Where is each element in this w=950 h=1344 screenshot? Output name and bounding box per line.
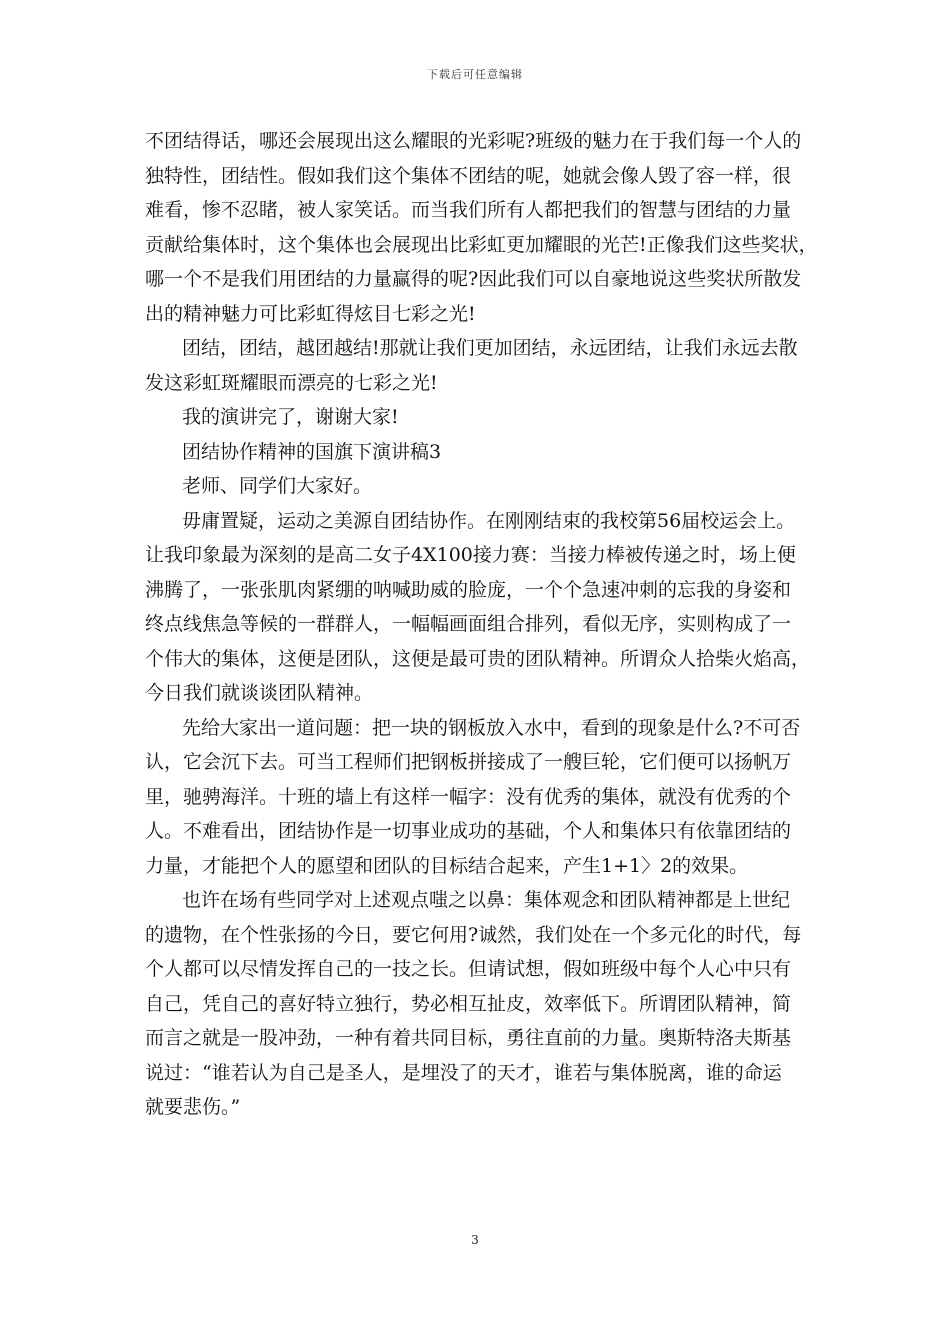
text-line: 不团结得话，哪还会展现出这么耀眼的光彩呢?班级的魅力在于我们每一个人的	[145, 130, 802, 152]
text-line: 也许在场有些同学对上述观点嗤之以鼻：集体观念和团队精神都是上世纪	[182, 889, 791, 911]
text-line: 出的精神魅力可比彩虹得炫目七彩之光!	[145, 302, 476, 325]
text-line: 先给大家出一道问题：把一块的钢板放入水中，看到的现象是什么?不可否	[182, 716, 801, 739]
page-number: 3	[471, 1233, 479, 1247]
text-line: 难看，惨不忍睹，被人家笑话。而当我们所有人都把我们的智慧与团结的力量	[145, 199, 792, 221]
text-line: 团结，团结，越团越结!那就让我们更加团结，永远团结，让我们永远去散	[182, 337, 798, 359]
text-line: 个伟大的集体，这便是团队，这便是最可贵的团队精神。所谓众人拾柴火焰高，	[145, 647, 811, 670]
text-line: 而言之就是一股冲劲，一种有着共同目标，勇往直前的力量。奥斯特洛夫斯基	[145, 1027, 792, 1049]
text-line: 认，它会沉下去。可当工程师们把钢板拼接成了一艘巨轮，它们便可以扬帆万	[145, 751, 792, 773]
page-header: 下载后可任意编辑	[427, 68, 523, 81]
text-line: 我的演讲完了，谢谢大家!	[182, 406, 399, 428]
text-line: 力量，才能把个人的愿望和团队的目标结合起来，产生1+1〉2的效果。	[145, 854, 749, 877]
text-line: 让我印象最为深刻的是高二女子4X100接力赛：当接力棒被传递之时，场上便	[145, 544, 796, 566]
text-line: 贡献给集体时，这个集体也会展现出比彩虹更加耀眼的光芒!正像我们这些奖状，	[145, 233, 818, 256]
text-line: 沸腾了，一张张肌肉紧绷的呐喊助威的脸庞，一个个急速冲刺的忘我的身姿和	[145, 578, 792, 601]
text-line: 哪一个不是我们用团结的力量赢得的呢?因此我们可以自豪地说这些奖状所散发	[145, 268, 802, 290]
text-line: 说过：“谁若认为自己是圣人，是埋没了的天才，谁若与集体脱离，谁的命运	[145, 1061, 782, 1084]
text-line: 发这彩虹斑耀眼而漂亮的七彩之光!	[145, 371, 438, 394]
text-line: 毋庸置疑，运动之美源自团结协作。在刚刚结束的我校第56届校运会上。	[182, 509, 796, 532]
document-body	[145, 124, 818, 1125]
text-line: 就要悲伤。”	[145, 1096, 241, 1118]
text-line: 里，驰骋海洋。十班的墙上有这样一幅字：没有优秀的集体，就没有优秀的个	[145, 785, 792, 808]
text-line: 的遗物，在个性张扬的今日，要它何用?诚然，我们处在一个多元化的时代，每	[145, 923, 802, 946]
text-line: 自己，凭自己的喜好特立独行，势必相互扯皮，效率低下。所谓团队精神，简	[145, 992, 792, 1015]
text-line: 终点线焦急等候的一群群人，一幅幅画面组合排列，看似无序，实则构成了一	[145, 613, 792, 635]
text-line: 团结协作精神的国旗下演讲稿3	[182, 440, 442, 463]
text-line: 今日我们就谈谈团队精神。	[145, 682, 374, 704]
text-line: 人。不难看出，团结协作是一切事业成功的基础，个人和集体只有依靠团结的	[145, 820, 792, 842]
text-line: 老师、同学们大家好。	[182, 475, 373, 497]
text-line: 独特性，团结性。假如我们这个集体不团结的呢，她就会像人毁了容一样，很	[145, 164, 792, 187]
text-line: 个人都可以尽情发挥自己的一技之长。但请试想，假如班级中每个人心中只有	[145, 958, 792, 980]
